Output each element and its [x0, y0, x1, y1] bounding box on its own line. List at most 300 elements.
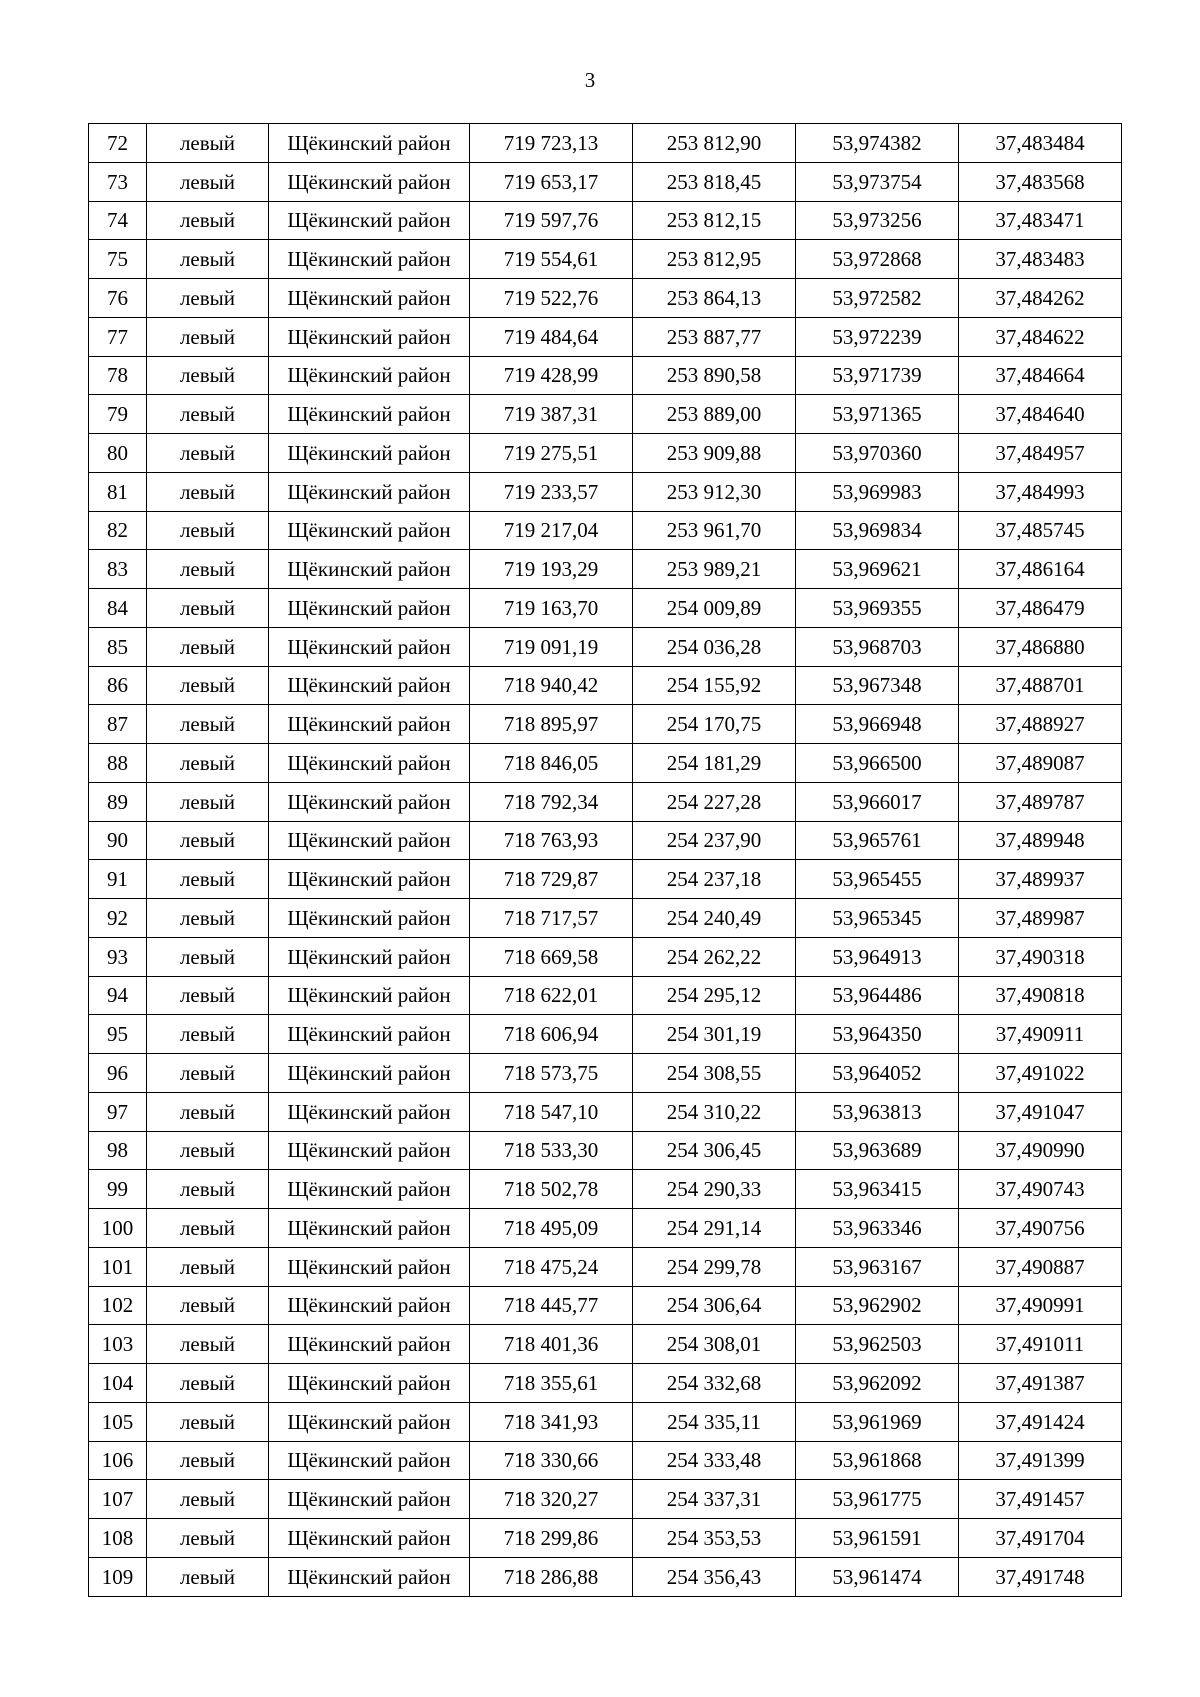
cell-x-coordinate: 718 895,97: [470, 705, 633, 744]
cell-point-number: 72: [89, 124, 147, 163]
cell-x-coordinate: 718 729,87: [470, 860, 633, 899]
cell-point-number: 91: [89, 860, 147, 899]
cell-district: Щёкинский район: [269, 899, 470, 938]
cell-latitude: 53,963689: [796, 1131, 959, 1170]
table-row: [89, 589, 1122, 628]
cell-latitude: 53,967348: [796, 666, 959, 705]
cell-latitude: 53,966017: [796, 782, 959, 821]
cell-bank-side: левый: [147, 1170, 269, 1209]
cell-x-coordinate: 719 091,19: [470, 627, 633, 666]
cell-y-coordinate: 253 812,90: [633, 124, 796, 163]
cell-district: Щёкинский район: [269, 1480, 470, 1519]
cell-y-coordinate: 254 335,11: [633, 1402, 796, 1441]
cell-latitude: 53,972868: [796, 240, 959, 279]
cell-bank-side: левый: [147, 666, 269, 705]
cell-point-number: 73: [89, 162, 147, 201]
cell-district: Щёкинский район: [269, 1286, 470, 1325]
table-row: [89, 899, 1122, 938]
cell-point-number: 81: [89, 472, 147, 511]
table-row: [89, 782, 1122, 821]
cell-latitude: 53,974382: [796, 124, 959, 163]
cell-longitude: 37,483484: [959, 124, 1122, 163]
cell-y-coordinate: 254 332,68: [633, 1364, 796, 1403]
cell-x-coordinate: 718 502,78: [470, 1170, 633, 1209]
table-row: [89, 1557, 1122, 1596]
table-row: [89, 1054, 1122, 1093]
cell-longitude: 37,489087: [959, 744, 1122, 783]
cell-longitude: 37,491387: [959, 1364, 1122, 1403]
cell-point-number: 75: [89, 240, 147, 279]
cell-bank-side: левый: [147, 1286, 269, 1325]
coordinates-table-container: [88, 123, 1122, 1597]
cell-district: Щёкинский район: [269, 1092, 470, 1131]
cell-latitude: 53,964913: [796, 937, 959, 976]
cell-point-number: 85: [89, 627, 147, 666]
cell-y-coordinate: 254 299,78: [633, 1247, 796, 1286]
cell-x-coordinate: 719 597,76: [470, 201, 633, 240]
table-row: [89, 356, 1122, 395]
cell-y-coordinate: 254 295,12: [633, 976, 796, 1015]
cell-latitude: 53,969621: [796, 550, 959, 589]
cell-y-coordinate: 254 308,01: [633, 1325, 796, 1364]
cell-point-number: 103: [89, 1325, 147, 1364]
cell-x-coordinate: 718 355,61: [470, 1364, 633, 1403]
table-row: [89, 1325, 1122, 1364]
cell-y-coordinate: 253 818,45: [633, 162, 796, 201]
cell-y-coordinate: 254 240,49: [633, 899, 796, 938]
cell-y-coordinate: 253 890,58: [633, 356, 796, 395]
cell-y-coordinate: 254 036,28: [633, 627, 796, 666]
cell-point-number: 104: [89, 1364, 147, 1403]
cell-latitude: 53,961775: [796, 1480, 959, 1519]
cell-x-coordinate: 718 622,01: [470, 976, 633, 1015]
cell-point-number: 86: [89, 666, 147, 705]
cell-district: Щёкинский район: [269, 821, 470, 860]
table-row: [89, 1131, 1122, 1170]
table-row: [89, 1519, 1122, 1558]
cell-longitude: 37,489987: [959, 899, 1122, 938]
cell-bank-side: левый: [147, 1092, 269, 1131]
cell-district: Щёкинский район: [269, 1364, 470, 1403]
cell-longitude: 37,489948: [959, 821, 1122, 860]
cell-longitude: 37,483483: [959, 240, 1122, 279]
cell-longitude: 37,490743: [959, 1170, 1122, 1209]
cell-longitude: 37,484993: [959, 472, 1122, 511]
cell-y-coordinate: 253 989,21: [633, 550, 796, 589]
cell-longitude: 37,491424: [959, 1402, 1122, 1441]
cell-point-number: 94: [89, 976, 147, 1015]
cell-y-coordinate: 254 227,28: [633, 782, 796, 821]
cell-point-number: 88: [89, 744, 147, 783]
cell-x-coordinate: 718 669,58: [470, 937, 633, 976]
table-row: [89, 627, 1122, 666]
cell-latitude: 53,969355: [796, 589, 959, 628]
cell-point-number: 107: [89, 1480, 147, 1519]
table-row: [89, 1247, 1122, 1286]
cell-bank-side: левый: [147, 1441, 269, 1480]
cell-longitude: 37,483471: [959, 201, 1122, 240]
cell-longitude: 37,490756: [959, 1209, 1122, 1248]
cell-point-number: 99: [89, 1170, 147, 1209]
cell-longitude: 37,486164: [959, 550, 1122, 589]
cell-x-coordinate: 719 723,13: [470, 124, 633, 163]
cell-district: Щёкинский район: [269, 589, 470, 628]
cell-longitude: 37,491022: [959, 1054, 1122, 1093]
cell-point-number: 105: [89, 1402, 147, 1441]
table-row: [89, 472, 1122, 511]
cell-x-coordinate: 719 554,61: [470, 240, 633, 279]
cell-x-coordinate: 719 522,76: [470, 279, 633, 318]
cell-x-coordinate: 718 299,86: [470, 1519, 633, 1558]
cell-district: Щёкинский район: [269, 705, 470, 744]
cell-x-coordinate: 718 763,93: [470, 821, 633, 860]
cell-bank-side: левый: [147, 860, 269, 899]
cell-latitude: 53,969834: [796, 511, 959, 550]
cell-x-coordinate: 718 330,66: [470, 1441, 633, 1480]
cell-longitude: 37,491399: [959, 1441, 1122, 1480]
cell-x-coordinate: 719 387,31: [470, 395, 633, 434]
cell-y-coordinate: 253 912,30: [633, 472, 796, 511]
cell-point-number: 74: [89, 201, 147, 240]
cell-bank-side: левый: [147, 317, 269, 356]
cell-latitude: 53,973754: [796, 162, 959, 201]
table-row: [89, 666, 1122, 705]
cell-longitude: 37,484622: [959, 317, 1122, 356]
cell-district: Щёкинский район: [269, 1557, 470, 1596]
cell-district: Щёкинский район: [269, 240, 470, 279]
cell-y-coordinate: 254 237,90: [633, 821, 796, 860]
cell-district: Щёкинский район: [269, 317, 470, 356]
cell-bank-side: левый: [147, 589, 269, 628]
cell-point-number: 106: [89, 1441, 147, 1480]
cell-x-coordinate: 718 792,34: [470, 782, 633, 821]
cell-y-coordinate: 253 909,88: [633, 434, 796, 473]
cell-latitude: 53,962902: [796, 1286, 959, 1325]
cell-latitude: 53,962092: [796, 1364, 959, 1403]
cell-district: Щёкинский район: [269, 976, 470, 1015]
cell-bank-side: левый: [147, 705, 269, 744]
cell-point-number: 84: [89, 589, 147, 628]
cell-latitude: 53,961969: [796, 1402, 959, 1441]
cell-point-number: 76: [89, 279, 147, 318]
cell-bank-side: левый: [147, 1364, 269, 1403]
cell-bank-side: левый: [147, 162, 269, 201]
cell-point-number: 101: [89, 1247, 147, 1286]
cell-latitude: 53,964052: [796, 1054, 959, 1093]
cell-district: Щёкинский район: [269, 1247, 470, 1286]
cell-point-number: 100: [89, 1209, 147, 1248]
cell-latitude: 53,969983: [796, 472, 959, 511]
table-row: [89, 317, 1122, 356]
cell-district: Щёкинский район: [269, 1402, 470, 1441]
cell-point-number: 108: [89, 1519, 147, 1558]
cell-longitude: 37,491704: [959, 1519, 1122, 1558]
table-row: [89, 821, 1122, 860]
cell-point-number: 98: [89, 1131, 147, 1170]
cell-y-coordinate: 254 237,18: [633, 860, 796, 899]
cell-bank-side: левый: [147, 976, 269, 1015]
cell-latitude: 53,965345: [796, 899, 959, 938]
cell-point-number: 90: [89, 821, 147, 860]
cell-bank-side: левый: [147, 782, 269, 821]
table-row: [89, 434, 1122, 473]
cell-district: Щёкинский район: [269, 434, 470, 473]
cell-latitude: 53,970360: [796, 434, 959, 473]
cell-y-coordinate: 253 887,77: [633, 317, 796, 356]
cell-y-coordinate: 254 181,29: [633, 744, 796, 783]
cell-bank-side: левый: [147, 1519, 269, 1558]
cell-x-coordinate: 719 217,04: [470, 511, 633, 550]
cell-x-coordinate: 718 475,24: [470, 1247, 633, 1286]
table-row: [89, 1092, 1122, 1131]
cell-y-coordinate: 253 812,15: [633, 201, 796, 240]
cell-y-coordinate: 254 009,89: [633, 589, 796, 628]
cell-district: Щёкинский район: [269, 1015, 470, 1054]
cell-x-coordinate: 719 233,57: [470, 472, 633, 511]
cell-longitude: 37,490887: [959, 1247, 1122, 1286]
table-row: [89, 1480, 1122, 1519]
cell-longitude: 37,491047: [959, 1092, 1122, 1131]
cell-longitude: 37,490318: [959, 937, 1122, 976]
table-row: [89, 201, 1122, 240]
cell-x-coordinate: 718 320,27: [470, 1480, 633, 1519]
cell-y-coordinate: 254 353,53: [633, 1519, 796, 1558]
cell-point-number: 78: [89, 356, 147, 395]
cell-point-number: 109: [89, 1557, 147, 1596]
cell-y-coordinate: 254 301,19: [633, 1015, 796, 1054]
cell-district: Щёкинский район: [269, 782, 470, 821]
cell-y-coordinate: 254 308,55: [633, 1054, 796, 1093]
table-row: [89, 744, 1122, 783]
cell-bank-side: левый: [147, 1054, 269, 1093]
table-row: [89, 705, 1122, 744]
table-row: [89, 1364, 1122, 1403]
cell-y-coordinate: 254 356,43: [633, 1557, 796, 1596]
cell-point-number: 96: [89, 1054, 147, 1093]
table-row: [89, 1402, 1122, 1441]
cell-x-coordinate: 718 606,94: [470, 1015, 633, 1054]
table-row: [89, 860, 1122, 899]
cell-district: Щёкинский район: [269, 1131, 470, 1170]
cell-bank-side: левый: [147, 240, 269, 279]
cell-y-coordinate: 253 889,00: [633, 395, 796, 434]
cell-district: Щёкинский район: [269, 666, 470, 705]
cell-longitude: 37,484664: [959, 356, 1122, 395]
table-row: [89, 1286, 1122, 1325]
cell-y-coordinate: 253 961,70: [633, 511, 796, 550]
cell-latitude: 53,971365: [796, 395, 959, 434]
cell-y-coordinate: 254 310,22: [633, 1092, 796, 1131]
cell-x-coordinate: 718 495,09: [470, 1209, 633, 1248]
cell-district: Щёкинский район: [269, 356, 470, 395]
cell-x-coordinate: 719 275,51: [470, 434, 633, 473]
cell-longitude: 37,489787: [959, 782, 1122, 821]
cell-district: Щёкинский район: [269, 395, 470, 434]
cell-bank-side: левый: [147, 472, 269, 511]
table-row: [89, 976, 1122, 1015]
table-body: [89, 124, 1122, 1597]
table-row: [89, 279, 1122, 318]
cell-latitude: 53,972239: [796, 317, 959, 356]
cell-y-coordinate: 254 290,33: [633, 1170, 796, 1209]
cell-x-coordinate: 719 653,17: [470, 162, 633, 201]
table-row: [89, 124, 1122, 163]
cell-y-coordinate: 253 864,13: [633, 279, 796, 318]
cell-longitude: 37,490818: [959, 976, 1122, 1015]
cell-longitude: 37,484640: [959, 395, 1122, 434]
cell-longitude: 37,490991: [959, 1286, 1122, 1325]
cell-x-coordinate: 719 163,70: [470, 589, 633, 628]
cell-bank-side: левый: [147, 434, 269, 473]
table-row: [89, 1170, 1122, 1209]
cell-district: Щёкинский район: [269, 937, 470, 976]
cell-x-coordinate: 718 533,30: [470, 1131, 633, 1170]
cell-bank-side: левый: [147, 356, 269, 395]
cell-point-number: 92: [89, 899, 147, 938]
cell-y-coordinate: 254 155,92: [633, 666, 796, 705]
cell-latitude: 53,961474: [796, 1557, 959, 1596]
cell-bank-side: левый: [147, 201, 269, 240]
cell-longitude: 37,485745: [959, 511, 1122, 550]
cell-longitude: 37,484262: [959, 279, 1122, 318]
cell-point-number: 83: [89, 550, 147, 589]
cell-bank-side: левый: [147, 279, 269, 318]
cell-x-coordinate: 718 573,75: [470, 1054, 633, 1093]
table-row: [89, 395, 1122, 434]
cell-longitude: 37,490911: [959, 1015, 1122, 1054]
cell-district: Щёкинский район: [269, 744, 470, 783]
cell-longitude: 37,490990: [959, 1131, 1122, 1170]
cell-district: Щёкинский район: [269, 279, 470, 318]
cell-longitude: 37,489937: [959, 860, 1122, 899]
cell-district: Щёкинский район: [269, 1325, 470, 1364]
cell-x-coordinate: 719 428,99: [470, 356, 633, 395]
cell-bank-side: левый: [147, 1131, 269, 1170]
table-row: [89, 162, 1122, 201]
cell-bank-side: левый: [147, 1015, 269, 1054]
cell-district: Щёкинский район: [269, 472, 470, 511]
cell-longitude: 37,491011: [959, 1325, 1122, 1364]
cell-bank-side: левый: [147, 1402, 269, 1441]
cell-latitude: 53,972582: [796, 279, 959, 318]
cell-bank-side: левый: [147, 550, 269, 589]
cell-district: Щёкинский район: [269, 1209, 470, 1248]
cell-point-number: 82: [89, 511, 147, 550]
cell-district: Щёкинский район: [269, 627, 470, 666]
cell-district: Щёкинский район: [269, 201, 470, 240]
cell-latitude: 53,961591: [796, 1519, 959, 1558]
cell-latitude: 53,968703: [796, 627, 959, 666]
cell-x-coordinate: 719 193,29: [470, 550, 633, 589]
cell-x-coordinate: 718 401,36: [470, 1325, 633, 1364]
cell-point-number: 102: [89, 1286, 147, 1325]
cell-bank-side: левый: [147, 1247, 269, 1286]
cell-longitude: 37,483568: [959, 162, 1122, 201]
cell-y-coordinate: 254 291,14: [633, 1209, 796, 1248]
page-number: 3: [584, 68, 596, 92]
table-row: [89, 1441, 1122, 1480]
cell-y-coordinate: 253 812,95: [633, 240, 796, 279]
cell-latitude: 53,966500: [796, 744, 959, 783]
cell-y-coordinate: 254 333,48: [633, 1441, 796, 1480]
cell-latitude: 53,961868: [796, 1441, 959, 1480]
table-row: [89, 240, 1122, 279]
cell-latitude: 53,963346: [796, 1209, 959, 1248]
cell-bank-side: левый: [147, 821, 269, 860]
cell-point-number: 79: [89, 395, 147, 434]
cell-point-number: 80: [89, 434, 147, 473]
cell-x-coordinate: 718 286,88: [470, 1557, 633, 1596]
cell-district: Щёкинский район: [269, 550, 470, 589]
table-row: [89, 937, 1122, 976]
cell-bank-side: левый: [147, 1209, 269, 1248]
cell-latitude: 53,963813: [796, 1092, 959, 1131]
cell-point-number: 97: [89, 1092, 147, 1131]
cell-point-number: 93: [89, 937, 147, 976]
cell-latitude: 53,963167: [796, 1247, 959, 1286]
cell-point-number: 89: [89, 782, 147, 821]
cell-bank-side: левый: [147, 511, 269, 550]
cell-x-coordinate: 718 445,77: [470, 1286, 633, 1325]
cell-y-coordinate: 254 337,31: [633, 1480, 796, 1519]
cell-longitude: 37,491457: [959, 1480, 1122, 1519]
cell-x-coordinate: 718 846,05: [470, 744, 633, 783]
cell-district: Щёкинский район: [269, 1170, 470, 1209]
cell-latitude: 53,964486: [796, 976, 959, 1015]
cell-y-coordinate: 254 306,45: [633, 1131, 796, 1170]
cell-longitude: 37,488701: [959, 666, 1122, 705]
cell-y-coordinate: 254 306,64: [633, 1286, 796, 1325]
cell-x-coordinate: 718 547,10: [470, 1092, 633, 1131]
cell-district: Щёкинский район: [269, 124, 470, 163]
cell-latitude: 53,966948: [796, 705, 959, 744]
cell-x-coordinate: 718 940,42: [470, 666, 633, 705]
table-row: [89, 1015, 1122, 1054]
cell-district: Щёкинский район: [269, 511, 470, 550]
cell-district: Щёкинский район: [269, 1519, 470, 1558]
cell-point-number: 77: [89, 317, 147, 356]
table-row: [89, 550, 1122, 589]
cell-district: Щёкинский район: [269, 1441, 470, 1480]
cell-longitude: 37,486880: [959, 627, 1122, 666]
cell-bank-side: левый: [147, 899, 269, 938]
cell-bank-side: левый: [147, 627, 269, 666]
cell-bank-side: левый: [147, 395, 269, 434]
cell-latitude: 53,963415: [796, 1170, 959, 1209]
cell-longitude: 37,486479: [959, 589, 1122, 628]
cell-longitude: 37,491748: [959, 1557, 1122, 1596]
cell-latitude: 53,965761: [796, 821, 959, 860]
cell-bank-side: левый: [147, 744, 269, 783]
cell-latitude: 53,971739: [796, 356, 959, 395]
table-row: [89, 511, 1122, 550]
cell-longitude: 37,484957: [959, 434, 1122, 473]
cell-x-coordinate: 718 341,93: [470, 1402, 633, 1441]
cell-district: Щёкинский район: [269, 1054, 470, 1093]
cell-latitude: 53,973256: [796, 201, 959, 240]
cell-latitude: 53,964350: [796, 1015, 959, 1054]
cell-district: Щёкинский район: [269, 860, 470, 899]
cell-x-coordinate: 719 484,64: [470, 317, 633, 356]
cell-district: Щёкинский район: [269, 162, 470, 201]
table-row: [89, 1209, 1122, 1248]
cell-point-number: 87: [89, 705, 147, 744]
cell-bank-side: левый: [147, 937, 269, 976]
cell-bank-side: левый: [147, 124, 269, 163]
cell-bank-side: левый: [147, 1480, 269, 1519]
cell-latitude: 53,965455: [796, 860, 959, 899]
cell-longitude: 37,488927: [959, 705, 1122, 744]
